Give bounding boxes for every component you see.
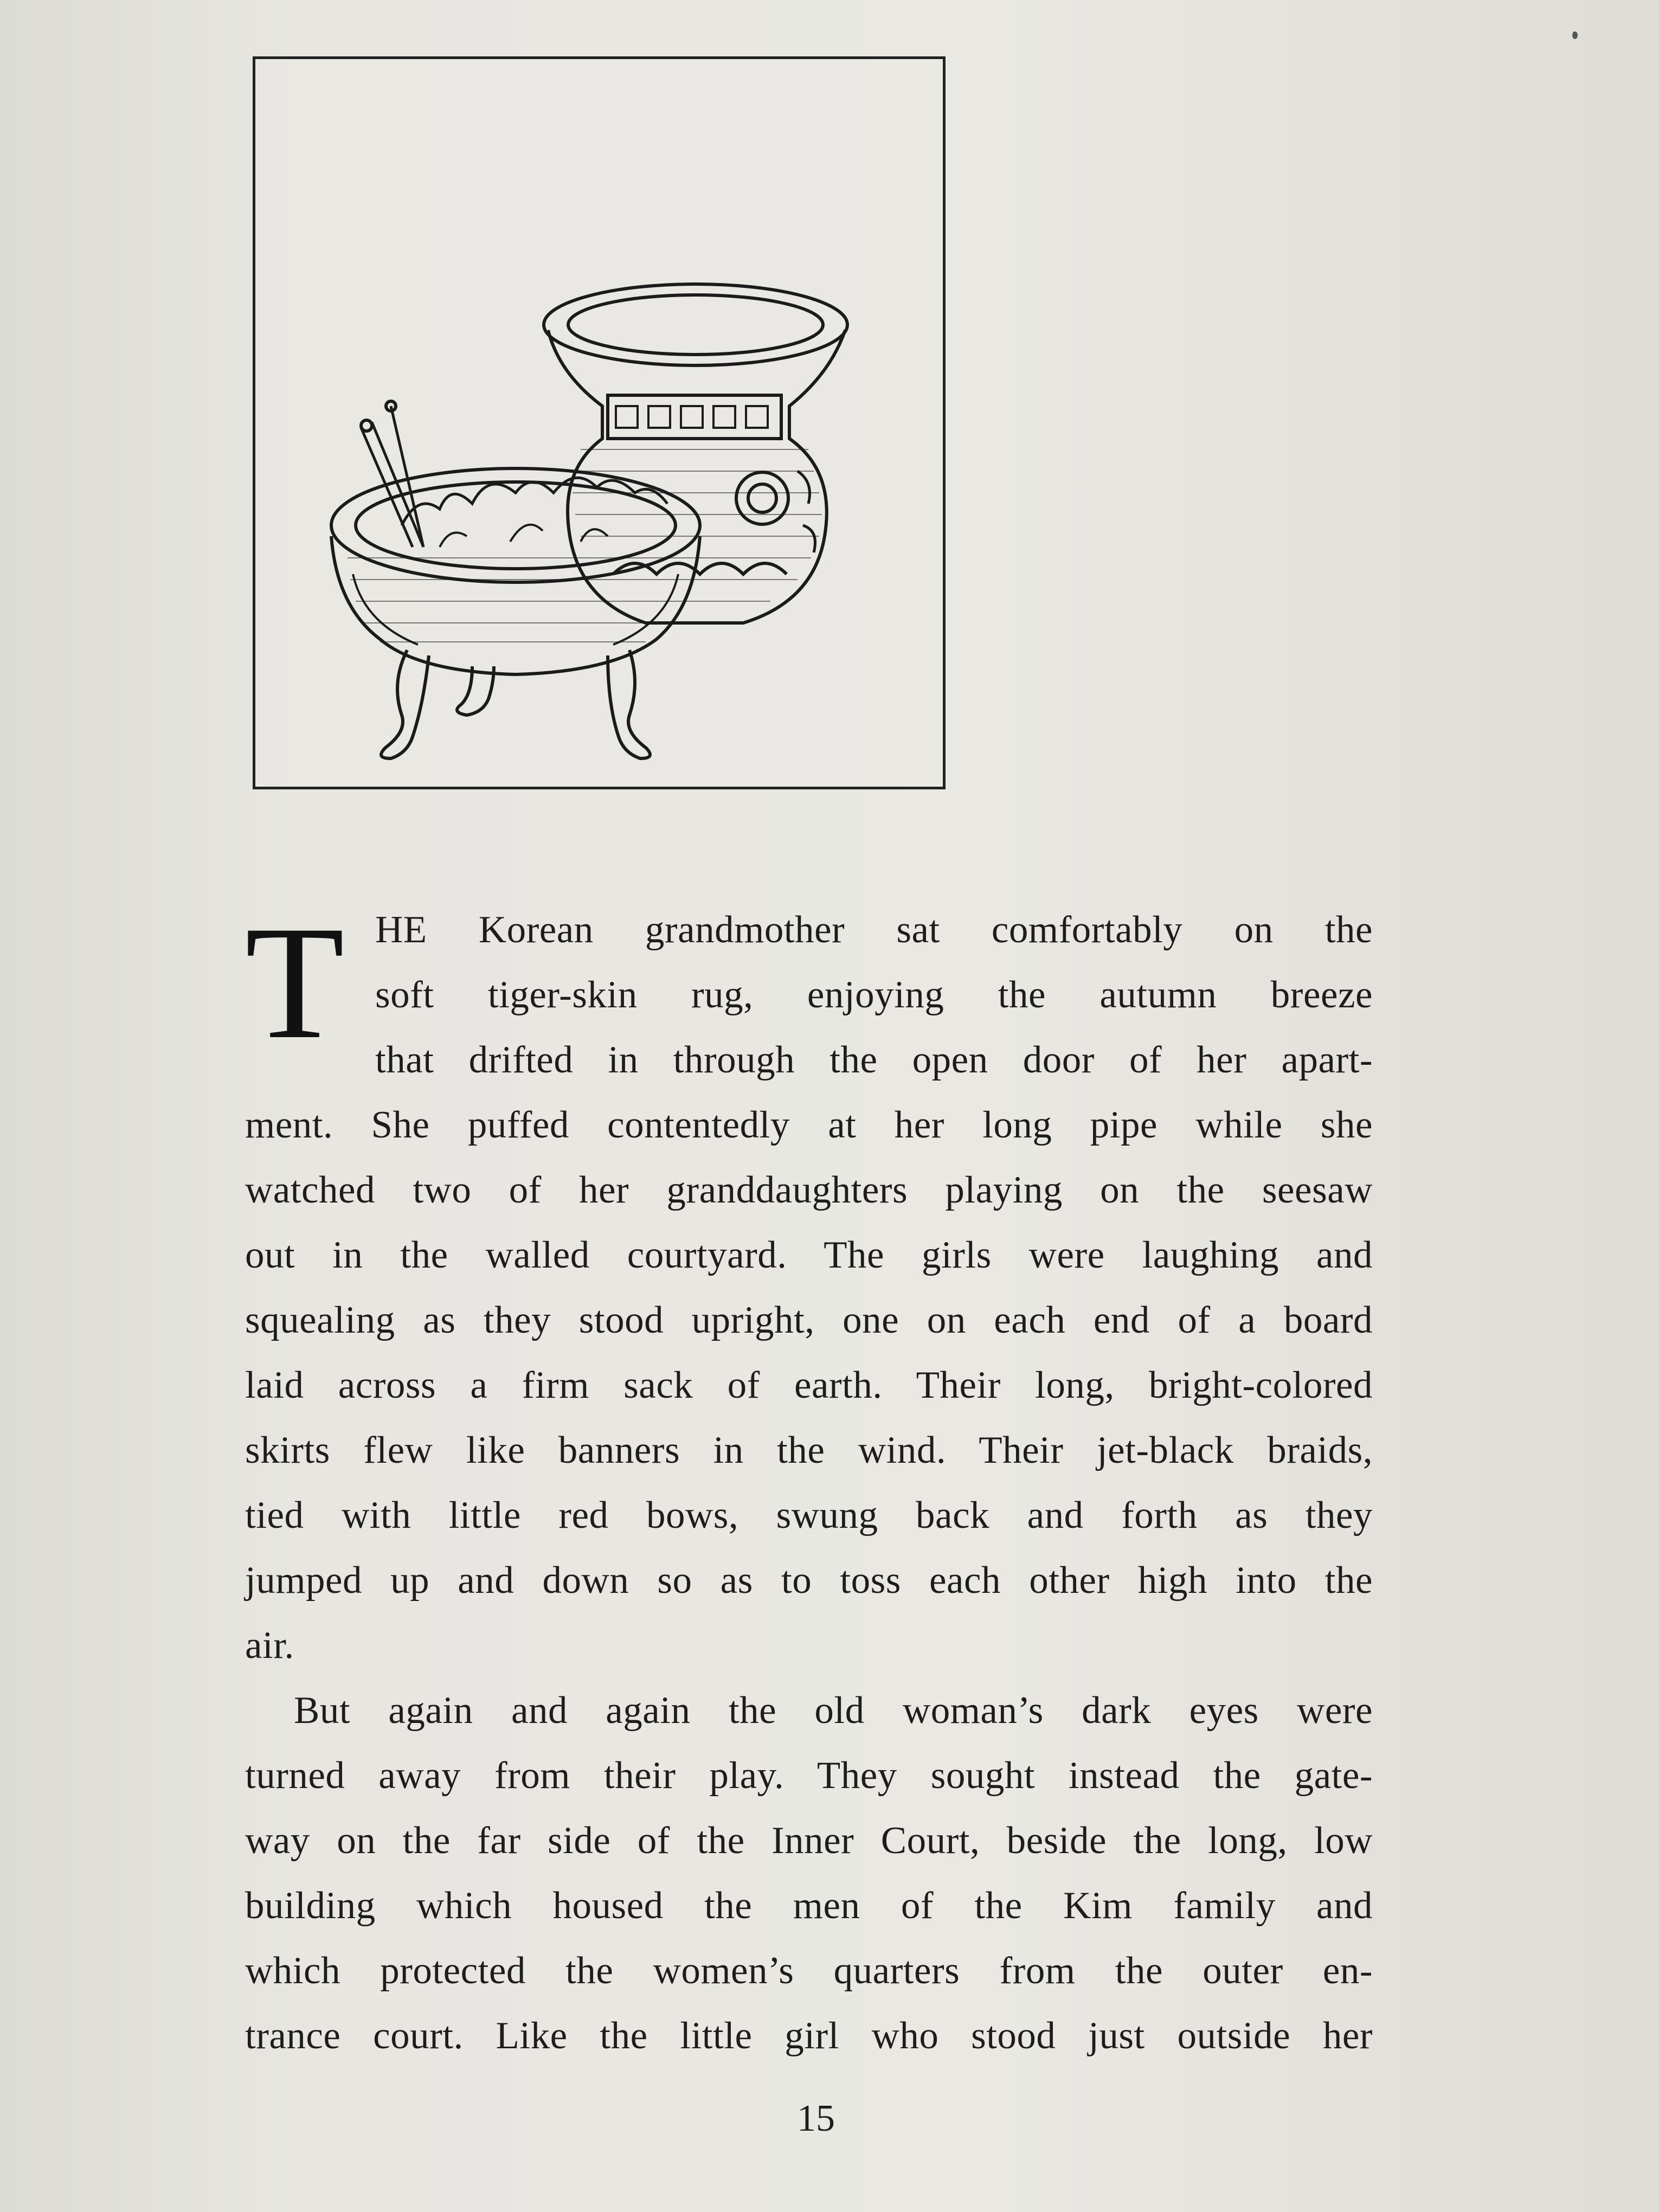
bronze-vessels-illustration-icon — [255, 59, 943, 787]
text-line: that drifted in through the open door of her apart- — [375, 1039, 1373, 1081]
drop-cap: T — [245, 892, 345, 1072]
text-line: soft tiger-skin rug, enjoying the autumn breeze — [375, 974, 1373, 1016]
text-line: way on the far side of the Inner Court, beside the long, low — [245, 1819, 1373, 1862]
text-line: turned away from their play. They sought instead the gate- — [245, 1754, 1373, 1797]
text-line: air. — [245, 1624, 294, 1667]
text-line: But again and again the old woman’s dark eyes were — [294, 1689, 1373, 1732]
text-line: which protected the women’s quarters from the outer en- — [245, 1950, 1373, 1992]
text-line: squealing as they stood upright, one on each end of a board — [245, 1299, 1373, 1341]
text-line: building which housed the men of the Kim family and — [245, 1885, 1373, 1927]
text-line: watched two of her granddaughters playing on the seesaw — [245, 1169, 1373, 1211]
page-number: 15 — [797, 2098, 835, 2139]
text-line: skirts flew like banners in the wind. Their jet-black braids, — [245, 1429, 1373, 1471]
text-line: HE Korean grandmother sat comfortably on the — [375, 909, 1373, 951]
ink-speck — [1572, 31, 1578, 39]
text-line: ment. She puffed contentedly at her long pipe while she — [245, 1104, 1373, 1146]
text-line: trance court. Like the little girl who stood just outside her — [245, 2015, 1373, 2057]
chapter-body — [245, 892, 1373, 2068]
illustration-frame — [253, 56, 946, 789]
text-line: laid across a firm sack of earth. Their long, bright-colored — [245, 1364, 1373, 1406]
text-line: tied with little red bows, swung back and forth as they — [245, 1494, 1373, 1536]
text-line: out in the walled courtyard. The girls were laughing and — [245, 1234, 1373, 1276]
text-line: jumped up and down so as to toss each other high into the — [245, 1559, 1373, 1602]
